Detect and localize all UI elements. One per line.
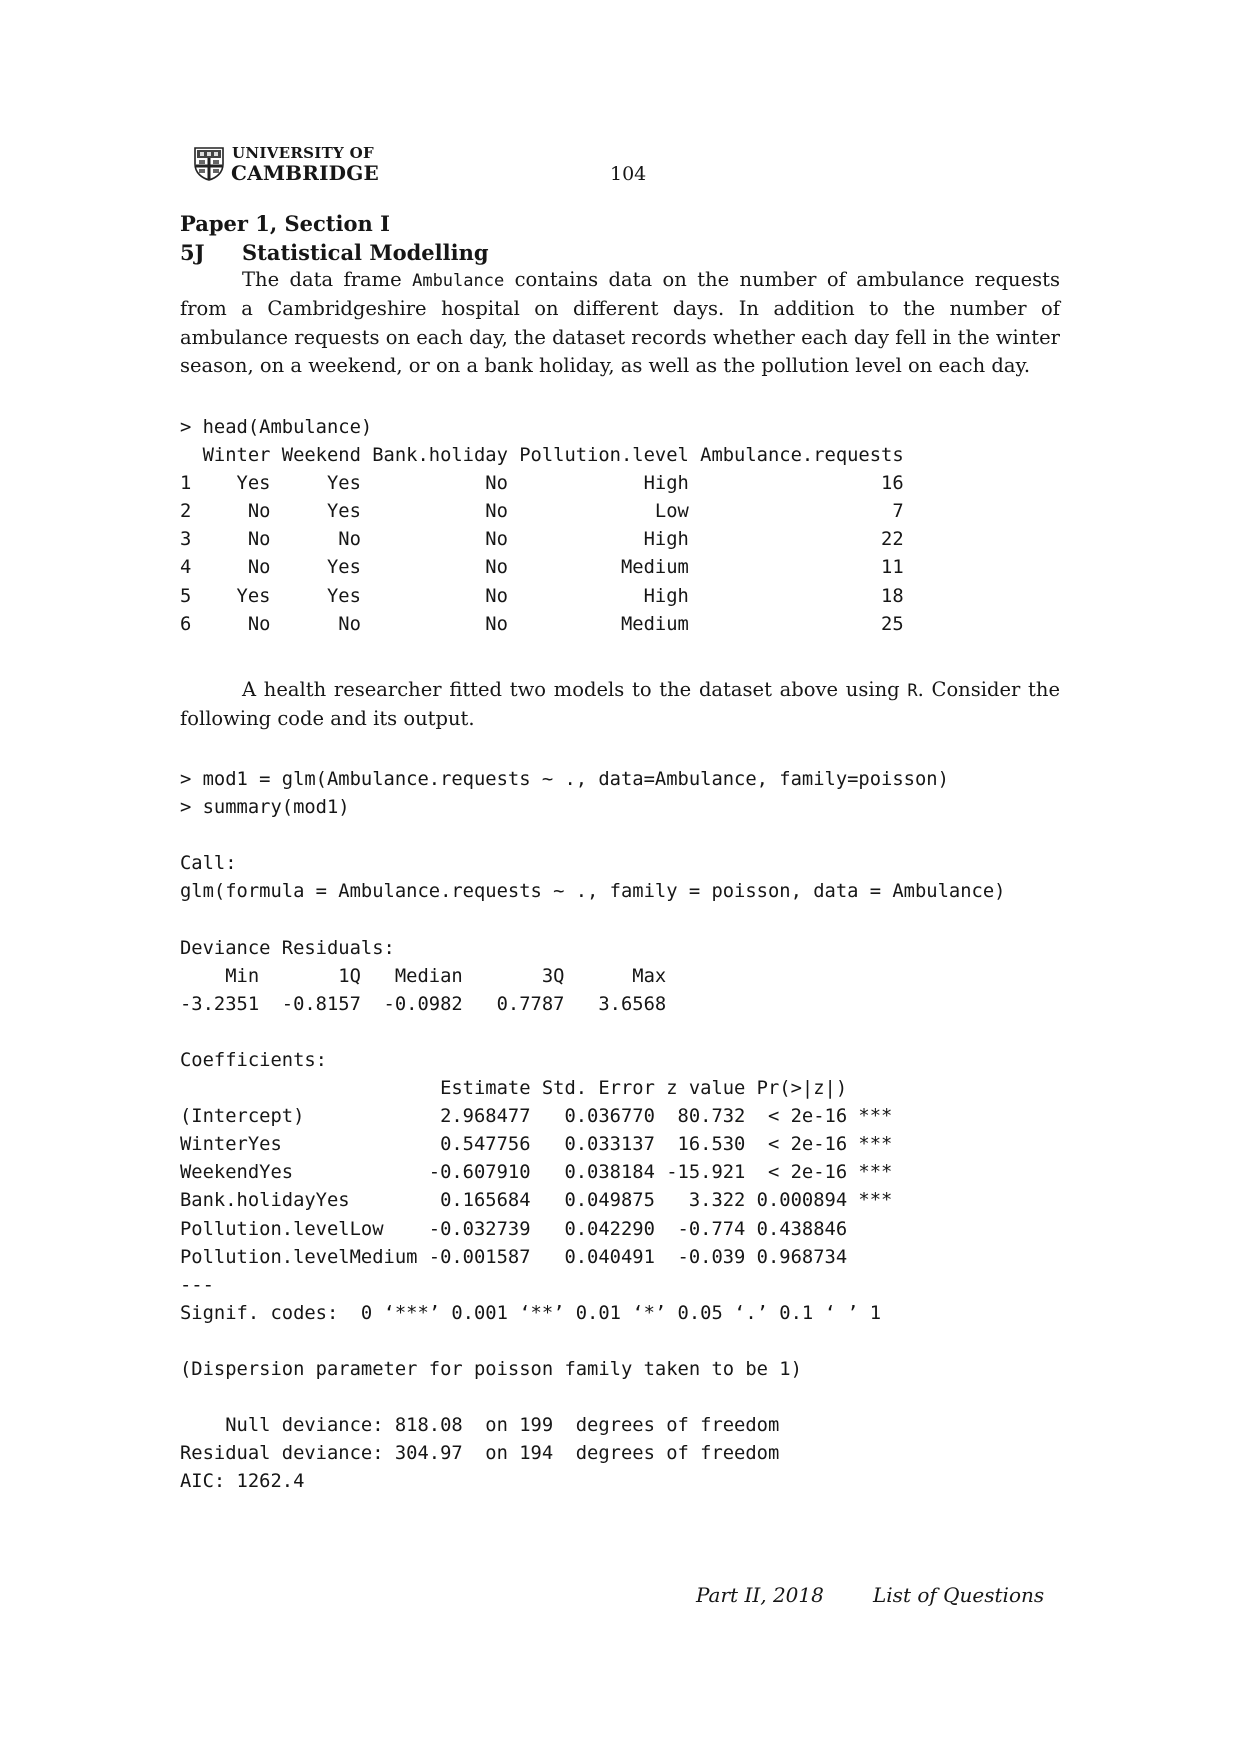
question-number: 5J: [180, 240, 205, 265]
inline-code-r: R: [907, 681, 918, 701]
code-model-summary: > mod1 = glm(Ambulance.requests ~ ., data=Ambulance, family=poisson) > summary(mod1) Call: glm(formula = Ambulance.requests ~ ., family = poisson, data = Ambulance) Deviance Residuals: Min 1Q Median 3Q Max -3.2351 -0.8157 -0.0982 0.7787 3.6568 Coefficients: Estimate Std. Error z value Pr(>|z|) (Intercept) 2.968477 0.036770 80.732 < 2e-16 *** WinterYes 0.547756 0.033137 16.530 < 2e-16 *** WeekendYes -0.607910 0.038184 -15.921 < 2e-16 *** Bank.holidayYes 0.165684 0.049875 3.322 0.000894 *** Pollution.levelLow -0.032739 0.042290 -0.774 0.438846 Pollution.levelMedium -0.001587 0.040491 -0.039 0.968734 --- Signif. codes: 0 ‘***’ 0.001 ‘**’ 0.01 ‘*’ 0.05 ‘.’ 0.1 ‘ ’ 1 (Dispersion parameter for poisson family taken to be 1) Null deviance: 818.08 on 199 degrees of freedom Residual deviance: 304.97 on 194 degrees of freedom AIC: 1262.4: [180, 769, 1006, 1493]
model-paragraph: [180, 676, 1060, 734]
university-name-line1: UNIVERSITY OF: [232, 144, 374, 162]
intro-text-start: The data frame: [242, 268, 413, 291]
cambridge-crest-icon: [194, 147, 224, 181]
intro-paragraph: [180, 266, 1060, 380]
footer-part: Part II, 2018: [696, 1583, 824, 1607]
intro-text-end: contains data on the number of ambulance requests from a Cambridgeshire hospital on different days. In addition to the number of ambulance requests on each day, the dataset records whether each day fell in the winter season, on a weekend, or on a bank holiday, as well as the pollution level on each day.: [180, 268, 1060, 377]
code-head-output: > head(Ambulance) Winter Weekend Bank.holiday Pollution.level Ambulance.requests 1 Yes Yes No High 16 2 No Yes No Low 7 3 No No No High 22 4 No Yes No Medium 11 5 Yes Yes No High 18 6 No No No Medium 25: [180, 417, 904, 635]
page-number: 104: [610, 163, 647, 185]
university-name-line2: CAMBRIDGE: [231, 161, 379, 185]
question-title: Statistical Modelling: [242, 240, 489, 265]
paper-section-heading: Paper 1, Section I: [180, 211, 390, 236]
inline-code-ambulance: Ambulance: [412, 271, 505, 291]
model-text-end: . Consider the following code and its output.: [180, 678, 1060, 731]
university-logo: [194, 144, 384, 186]
model-text-start: A health researcher fitted two models to the dataset above using: [242, 678, 908, 701]
footer-list: List of Questions: [873, 1583, 1045, 1607]
